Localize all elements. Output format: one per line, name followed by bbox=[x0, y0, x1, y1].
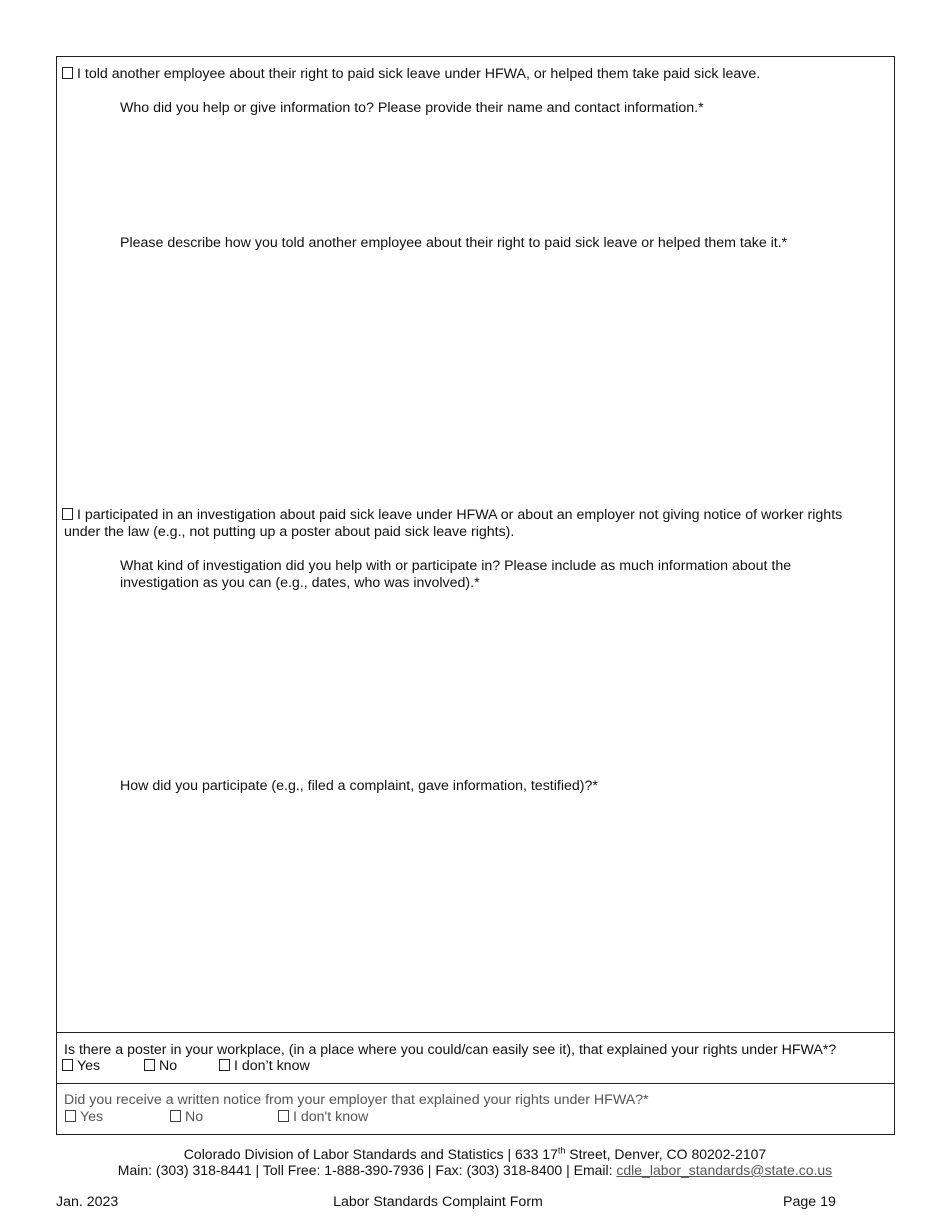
notice-question-text: Did you receive a written notice from your employer that explained your rights under HFWA?* bbox=[64, 1092, 649, 1108]
participated-investigation-checkbox[interactable] bbox=[62, 508, 73, 520]
footer-page-number: Page 19 bbox=[783, 1194, 836, 1210]
participated-investigation-label-line1: I participated in an investigation about paid sick leave under HFWA or about an employer not giving notice of worker rights bbox=[77, 507, 843, 523]
investigation-kind-prompt-line2: investigation as you can (e.g., dates, who was involved).* bbox=[120, 575, 480, 591]
describe-help-answer-area[interactable] bbox=[120, 255, 880, 495]
poster-option-dont-know bbox=[219, 1058, 310, 1075]
investigation-kind-answer-area[interactable] bbox=[120, 597, 880, 767]
footer-address bbox=[0, 1146, 950, 1163]
poster-yes-checkbox[interactable] bbox=[62, 1059, 73, 1071]
poster-option-yes bbox=[62, 1058, 100, 1075]
notice-option-no bbox=[170, 1109, 203, 1126]
notice-option-dont-know bbox=[278, 1109, 368, 1126]
notice-no-checkbox[interactable] bbox=[170, 1110, 181, 1122]
footer-address-suffix: Street, Denver, CO 80202-2107 bbox=[565, 1146, 767, 1162]
footer-contact bbox=[0, 1162, 950, 1179]
notice-dont-know-checkbox[interactable] bbox=[278, 1110, 289, 1122]
poster-dont-know-label: I don’t know bbox=[234, 1058, 310, 1074]
poster-question-section bbox=[56, 1032, 895, 1084]
poster-yes-label: Yes bbox=[77, 1058, 101, 1074]
poster-dont-know-checkbox[interactable] bbox=[219, 1059, 230, 1071]
poster-option-no bbox=[144, 1058, 177, 1075]
footer-date: Jan. 2023 bbox=[56, 1194, 119, 1210]
participated-investigation-label-line2: under the law (e.g., not putting up a poster about paid sick leave rights). bbox=[64, 524, 515, 540]
describe-help-prompt: Please describe how you told another employee about their right to paid sick leave or helped them take it.* bbox=[120, 235, 788, 251]
notice-yes-label: Yes bbox=[80, 1109, 104, 1125]
how-participate-prompt: How did you participate (e.g., filed a complaint, gave information, testified)?* bbox=[120, 778, 598, 794]
notice-question-section bbox=[56, 1083, 895, 1135]
footer-email-link[interactable]: cdle_labor_standards@state.co.us bbox=[616, 1162, 833, 1178]
told-employee-checkbox[interactable] bbox=[62, 67, 73, 79]
how-participate-answer-area[interactable] bbox=[120, 799, 880, 1019]
notice-option-yes bbox=[65, 1109, 103, 1126]
notice-dont-know-label: I don't know bbox=[293, 1109, 369, 1125]
footer-address-prefix: Colorado Division of Labor Standards and Statistics | 633 17 bbox=[183, 1146, 558, 1162]
poster-no-label: No bbox=[159, 1058, 178, 1074]
told-employee-option bbox=[62, 66, 760, 83]
told-employee-label: I told another employee about their right to paid sick leave under HFWA, or helped them take paid sick leave. bbox=[77, 66, 761, 82]
poster-question-text: Is there a poster in your workplace, (in a place where you could/can easily see it), that explained your rights under HFWA*? bbox=[64, 1042, 837, 1058]
notice-no-label: No bbox=[185, 1109, 204, 1125]
footer-form-title: Labor Standards Complaint Form bbox=[333, 1194, 543, 1210]
notice-yes-checkbox[interactable] bbox=[65, 1110, 76, 1122]
who-helped-prompt: Who did you help or give information to? Please provide their name and contact information.* bbox=[120, 100, 704, 116]
poster-no-checkbox[interactable] bbox=[144, 1059, 155, 1071]
retaliation-activity-section bbox=[56, 56, 895, 1033]
investigation-kind-prompt-line1: What kind of investigation did you help with or participate in? Please include as much information about the bbox=[120, 558, 792, 574]
participated-investigation-option bbox=[62, 507, 842, 524]
who-helped-answer-area[interactable] bbox=[120, 119, 880, 229]
footer-address-sup: th bbox=[557, 1145, 566, 1156]
footer-contact-prefix: Main: (303) 318-8441 | Toll Free: 1-888-390-7936 | Fax: (303) 318-8400 | Email: bbox=[117, 1162, 617, 1178]
